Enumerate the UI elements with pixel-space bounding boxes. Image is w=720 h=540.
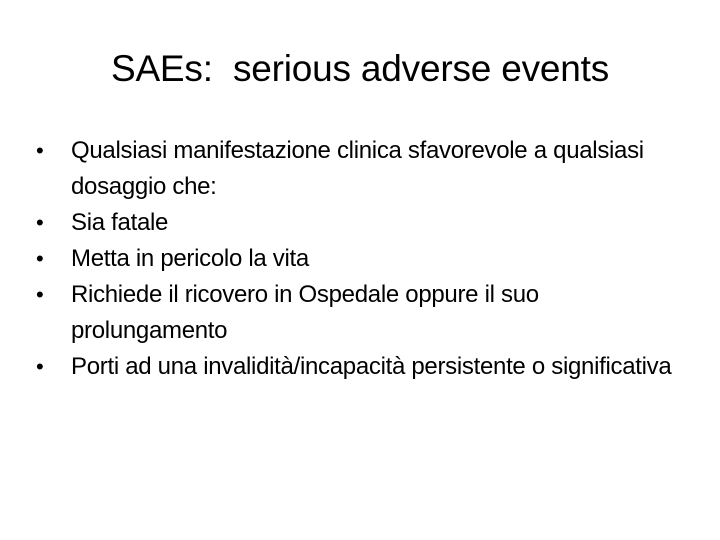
slide-title: SAEs: serious adverse events [110, 48, 610, 89]
bullet-text: Sia fatale [71, 209, 169, 236]
bullet-list [36, 133, 696, 385]
bullet-point-icon: • [36, 210, 44, 235]
bullet-item [36, 241, 696, 277]
bullet-text: Metta in pericolo la vita [71, 245, 309, 272]
bullet-point-icon: • [36, 246, 44, 271]
bullet-text: Porti ad una invalidità/incapacità persistente o significativa [71, 353, 672, 380]
bullet-point-icon: • [36, 138, 44, 163]
bullet-item [36, 349, 696, 385]
bullet-item [36, 133, 696, 205]
bullet-item [36, 277, 696, 349]
bullet-text: Qualsiasi manifestazione clinica sfavorevole a qualsiasi dosaggio che: [71, 137, 644, 200]
bullet-text: Richiede il ricovero in Ospedale oppure il suo prolungamento [71, 281, 539, 344]
bullet-point-icon: • [36, 282, 44, 307]
bullet-point-icon: • [36, 354, 44, 379]
bullet-item [36, 205, 696, 241]
